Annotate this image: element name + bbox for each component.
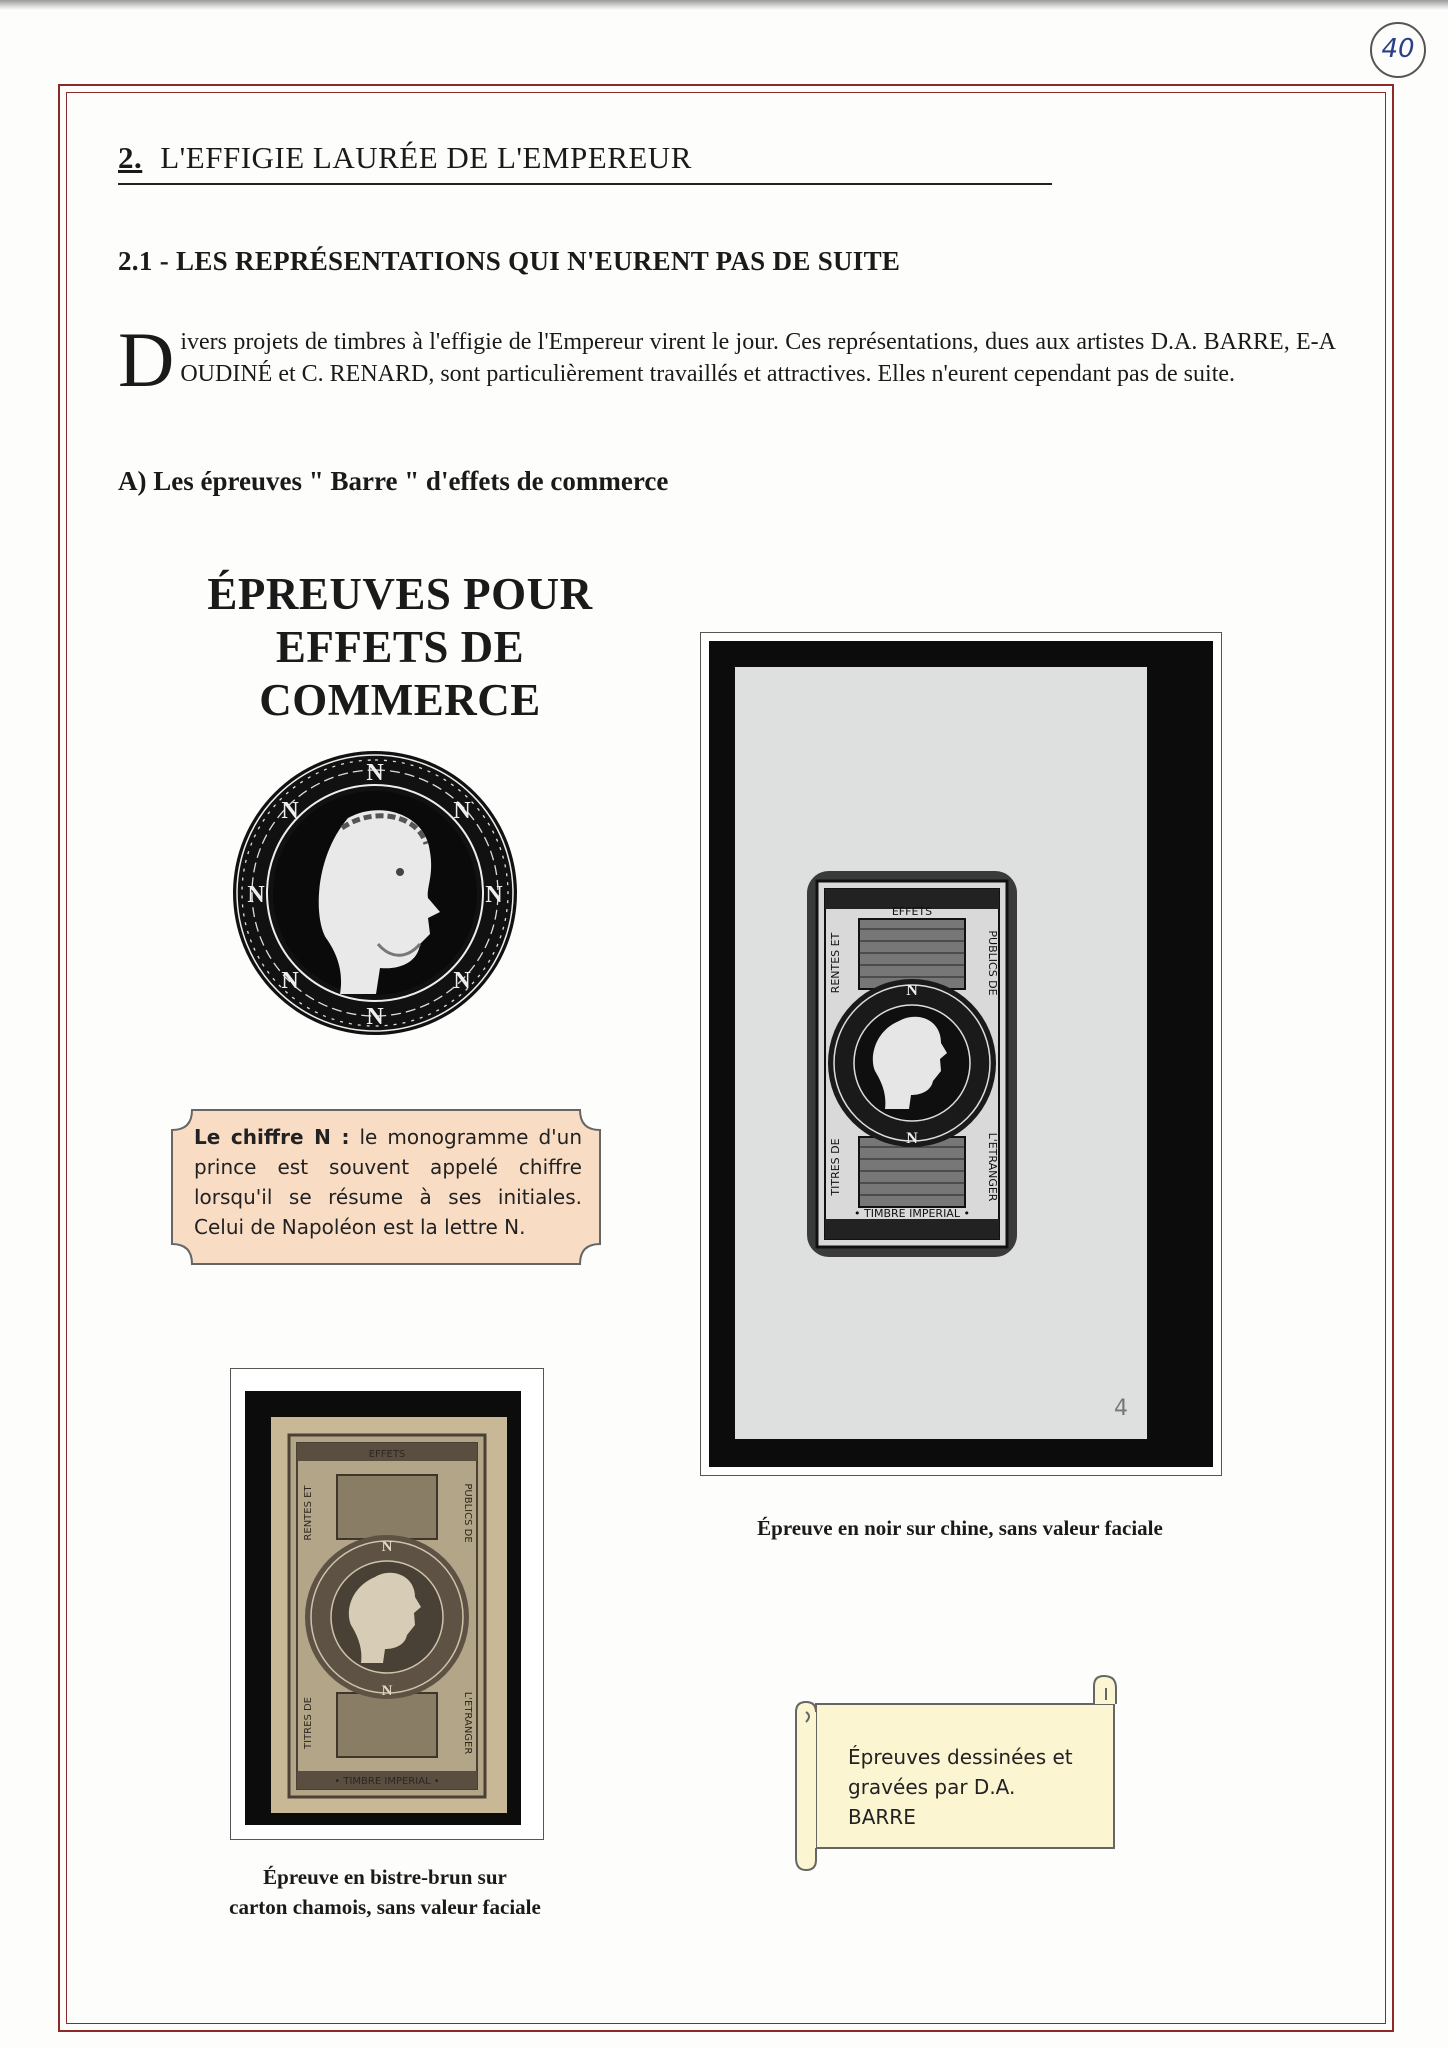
large-stamp-n-top: N (906, 982, 918, 999)
intro-paragraph (118, 316, 1336, 403)
medallion-image (230, 748, 520, 1038)
intro-text: ivers projets de timbres à l'effigie de l'Empereur virent le jour. Ces représentations, dues aux artistes D.A. BARRE, E-A OUDINÉ et C. RENARD, sont particulièrement travaillés et attractives. Elles n'eurent cependant pas de suite. (180, 329, 1336, 387)
chine-paper (735, 667, 1147, 1439)
section-title (118, 140, 692, 176)
medallion-n-left: N (247, 882, 265, 908)
caption-bistre-line-2: carton chamois, sans valeur faciale (229, 1895, 541, 1919)
caption-bistre-line-1: Épreuve en bistre-brun sur (263, 1865, 507, 1889)
note-bold: Le chiffre N : (194, 1125, 350, 1149)
scroll-box (790, 1672, 1128, 1872)
big-heading (180, 568, 620, 727)
note-box (170, 1108, 602, 1266)
caption-bistre-proof (210, 1862, 560, 1922)
scroll-text: Épreuves dessinées et gravées par D.A. BARRE (848, 1745, 1073, 1829)
small-stamp-right-bottom-label: L'ETRANGER (462, 1691, 473, 1755)
subheading-barre: A) Les épreuves " Barre " d'effets de commerce (118, 466, 669, 496)
small-stamp-left-label: RENTES ET (303, 1485, 314, 1541)
stamp-design-small (271, 1417, 507, 1813)
scan-edge (0, 0, 1448, 10)
note-body: le monogramme d'un prince est souvent appelé chiffre lorsqu'il se résume à ses initiales. Celui de Napoléon est la lettre N. (194, 1125, 582, 1239)
small-stamp-left-bottom-label: TITRES DE (303, 1697, 314, 1749)
medallion-n-topright: N (453, 798, 471, 824)
medallion-n-bottom: N (366, 1004, 384, 1030)
large-stamp-top-label: EFFETS (891, 905, 933, 918)
big-heading-line-2: EFFETS DE (275, 622, 525, 672)
dropcap: D (118, 316, 175, 403)
medallion-n-bottomright: N (453, 968, 471, 994)
page-number: 40 (1370, 22, 1426, 78)
large-stamp-right-label: PUBLICS DE (986, 930, 999, 996)
medallion-n-right: N (485, 882, 503, 908)
big-heading-line-3: COMMERCE (259, 675, 541, 725)
section-title-text: L'EFFIGIE LAURÉE DE L'EMPEREUR (160, 140, 692, 175)
section-number: 2. (118, 140, 143, 175)
section-rule (118, 183, 1052, 185)
large-stamp-right-bottom-label: L'ETRANGER (986, 1132, 999, 1202)
caption-black-proof: Épreuve en noir sur chine, sans valeur faciale (757, 1516, 1163, 1540)
small-stamp-n-top: N (381, 1539, 393, 1555)
large-stamp-n-bottom: N (906, 1130, 918, 1147)
stamp-design-large (735, 667, 1147, 1439)
large-stamp-left-bottom-label: TITRES DE (829, 1138, 842, 1196)
big-heading-line-1: ÉPREUVES POUR (207, 569, 593, 619)
large-stamp-bottom-label: • TIMBRE IMPERIAL • (854, 1207, 970, 1220)
medallion-n-topleft: N (281, 798, 299, 824)
small-stamp-right-label: PUBLICS DE (462, 1483, 473, 1543)
small-stamp-top-label: EFFETS (368, 1449, 406, 1460)
chamois-card (271, 1417, 507, 1813)
proof-bistre-on-chamois (230, 1368, 544, 1840)
medallion-n-top: N (366, 760, 384, 786)
medallion-n-bottomleft: N (281, 968, 299, 994)
pencil-mark: 4 (1114, 1396, 1128, 1421)
small-stamp-bottom-label: • TIMBRE IMPERIAL • (334, 1776, 440, 1787)
large-stamp-left-label: RENTES ET (829, 932, 842, 994)
subsection-title: 2.1 - LES REPRÉSENTATIONS QUI N'EURENT PAS DE SUITE (118, 246, 901, 276)
note-text (194, 1122, 582, 1242)
proof-black-on-chine (700, 632, 1222, 1476)
small-stamp-n-bottom: N (381, 1683, 393, 1699)
